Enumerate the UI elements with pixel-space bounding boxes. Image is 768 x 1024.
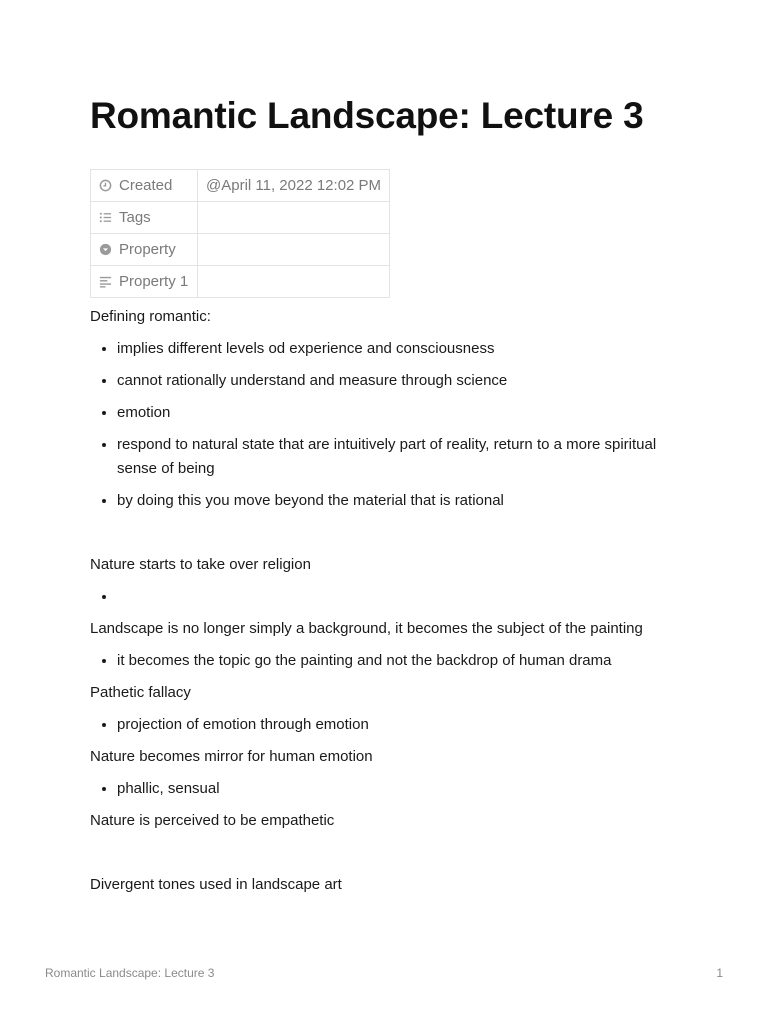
section-heading: Nature is perceived to be empathetic: [90, 812, 335, 829]
section-heading: Landscape is no longer simply a background, it becomes the subject of the painting: [90, 620, 643, 637]
property-value: @April 11, 2022 12:02 PM: [198, 170, 390, 202]
property-row-tags: [91, 202, 390, 234]
bullet-list: [90, 713, 680, 737]
select-icon: [99, 243, 112, 256]
property-value: [198, 202, 390, 234]
bullet-list: [90, 649, 680, 673]
blank-line: [90, 841, 680, 873]
document-body: [90, 305, 680, 905]
list-item: • phallic, sensual: [117, 777, 680, 801]
property-label: Tags: [119, 209, 151, 226]
property-key: [91, 234, 198, 266]
section-heading: Defining romantic:: [90, 308, 211, 325]
list-item: • projection of emotion through emotion: [117, 713, 680, 737]
list-item: • respond to natural state that are intuitively part of reality, return to a more spiritual sense of being: [117, 433, 680, 481]
property-value: [198, 234, 390, 266]
property-value: [198, 266, 390, 298]
property-row-created: [91, 170, 390, 202]
property-label: Property 1: [119, 273, 189, 290]
text-icon: [99, 275, 112, 288]
list-item: • it becomes the topic go the painting and not the backdrop of human drama: [117, 649, 680, 673]
property-key: [91, 202, 198, 234]
list-item: • by doing this you move beyond the material that is rational: [117, 489, 680, 513]
section-heading: Nature starts to take over religion: [90, 556, 311, 573]
properties-table: [90, 169, 390, 298]
property-key: [91, 170, 198, 202]
bullet-list: [90, 337, 680, 513]
property-label: Created: [119, 177, 173, 194]
section-heading: Nature becomes mirror for human emotion: [90, 748, 373, 765]
property-row-property-1: [91, 266, 390, 298]
footer-title: Romantic Landscape: Lecture 3: [45, 966, 215, 980]
list-item: • cannot rationally understand and measure through science: [117, 369, 680, 393]
list-item: • implies different levels od experience and consciousness: [117, 337, 680, 361]
list-icon: [99, 211, 112, 224]
page-number: 1: [716, 966, 723, 980]
list-item: • emotion: [117, 401, 680, 425]
clock-icon: [99, 179, 112, 192]
page-title: Romantic Landscape: Lecture 3: [90, 95, 644, 136]
property-row-property: [91, 234, 390, 266]
property-key: [91, 266, 198, 298]
blank-line: [90, 521, 680, 553]
section-heading: Pathetic fallacy: [90, 684, 191, 701]
section-heading: Divergent tones used in landscape art: [90, 876, 342, 893]
bullet-list: [90, 777, 680, 801]
bullet-list: [90, 585, 680, 609]
list-item-empty: [117, 585, 680, 609]
property-label: Property: [119, 241, 176, 258]
